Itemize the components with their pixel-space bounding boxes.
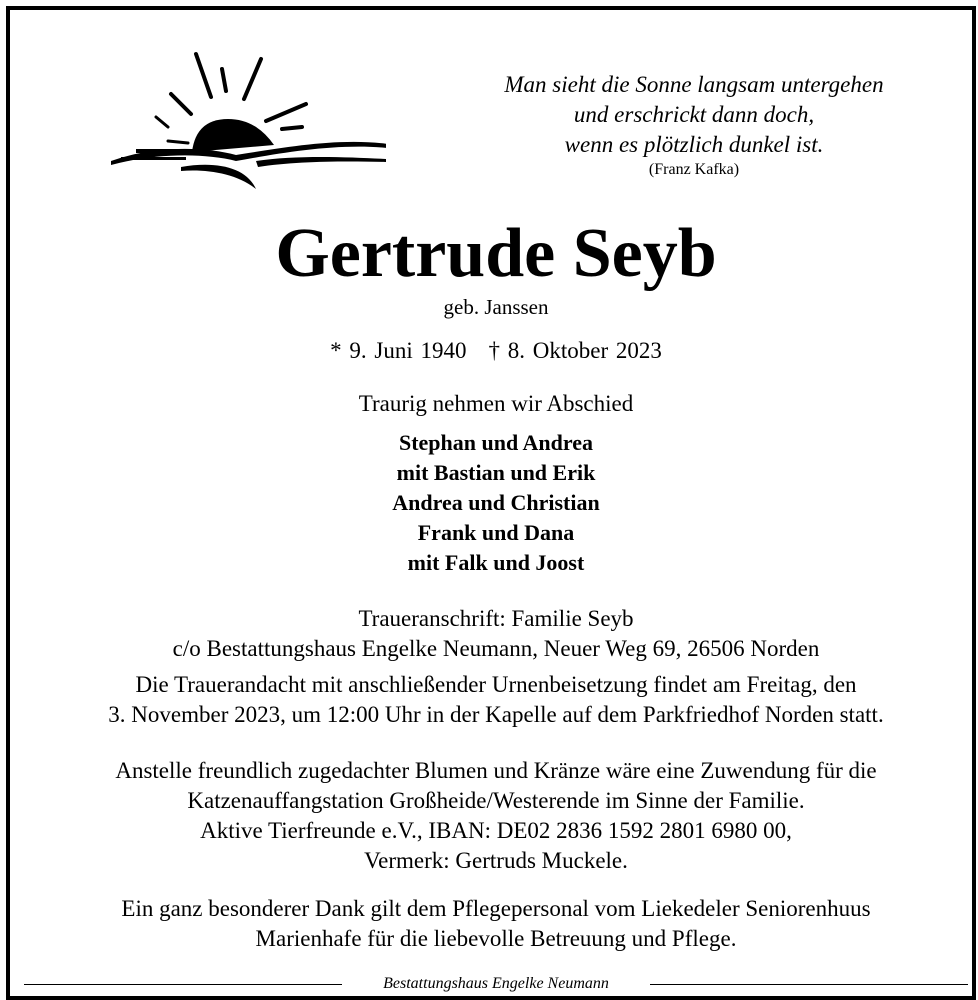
ceremony-line: 3. November 2023, um 12:00 Uhr in der Kapelle auf dem Parkfriedhof Norden statt. <box>108 702 884 727</box>
birth-date: * 9. Juni 1940 <box>330 338 467 363</box>
quote-line: Man sieht die Sonne langsam untergehen <box>504 72 884 97</box>
donation-line: Anstelle freundlich zugedachter Blumen und Kränze wäre eine Zuwendung für die <box>115 758 877 783</box>
thanks-line: Ein ganz besonderer Dank gilt dem Pflegepersonal vom Liekedeler Seniorenhuus <box>121 896 871 921</box>
donation-line: Aktive Tierfreunde e.V., IBAN: DE02 2836 1592 2801 6980 00, <box>200 818 792 843</box>
footer-rule-left <box>24 984 342 985</box>
mourner-name: mit Falk und Joost <box>407 550 585 575</box>
thanks-line: Marienhafe für die liebevolle Betreuung und Pflege. <box>255 926 737 951</box>
quote-line: und erschrickt dann doch, <box>573 102 815 127</box>
mourners-list <box>24 428 968 578</box>
quote-author: (Franz Kafka) <box>648 161 740 178</box>
quote-line: wenn es plötzlich dunkel ist. <box>564 132 824 157</box>
life-dates <box>24 336 968 366</box>
sunset-icon <box>96 49 386 189</box>
mourner-name: Andrea und Christian <box>392 490 600 515</box>
birth-name: geb. Janssen <box>443 295 549 319</box>
ceremony-info <box>24 670 968 730</box>
donation-line: Vermerk: Gertruds Muckele. <box>364 848 628 873</box>
mourner-name: mit Bastian und Erik <box>396 460 596 485</box>
ceremony-line: Die Trauerandacht mit anschließender Urnenbeisetzung findet am Freitag, den <box>135 672 857 697</box>
kafka-quote <box>474 70 914 180</box>
obituary-border <box>6 6 976 1000</box>
mourner-name: Frank und Dana <box>417 520 575 545</box>
address-line: Traueranschrift: Familie Seyb <box>358 606 634 631</box>
death-date: † 8. Oktober 2023 <box>488 338 662 363</box>
footer <box>24 974 968 994</box>
footer-rule-right <box>650 984 968 985</box>
deceased-name: Gertrude Seyb <box>275 215 717 292</box>
mourner-name: Stephan und Andrea <box>398 430 593 455</box>
funeral-home-name: Bestattungshaus Engelke Neumann <box>383 975 609 992</box>
donation-info <box>24 756 968 876</box>
mourning-address <box>24 604 968 664</box>
thanks-note <box>24 894 968 954</box>
donation-line: Katzenauffangstation Großheide/Westerende im Sinne der Familie. <box>187 788 805 813</box>
address-line: c/o Bestattungshaus Engelke Neumann, Neuer Weg 69, 26506 Norden <box>172 636 820 661</box>
farewell-intro: Traurig nehmen wir Abschied <box>358 391 634 416</box>
obituary-content <box>24 24 968 997</box>
